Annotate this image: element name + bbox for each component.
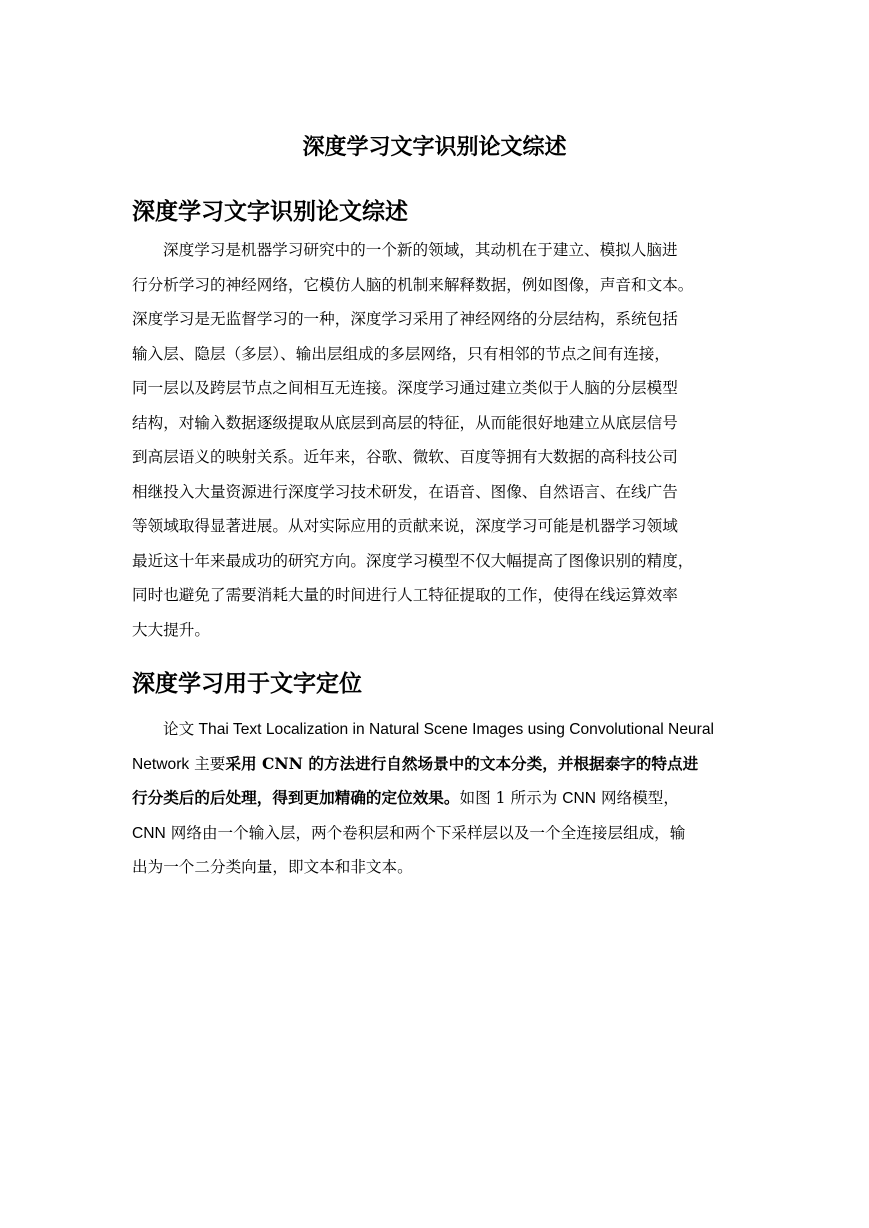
paragraph-line: 深度学习是无监督学习的一种，深度学习采用了神经网络的分层结构，系统包括 [132,310,678,328]
paragraph-line: 输入层、隐层（多层）、输出层组成的多层网络，只有相邻的节点之间有连接， [132,344,670,363]
paragraph-line: 深度学习是机器学习研究中的一个新的领域，其动机在于建立、模拟人脑进 [163,241,678,259]
overview-paragraph [132,233,742,647]
paragraph-line [132,747,742,782]
localization-paragraph [132,712,742,885]
paragraph-line: 同一层以及跨层节点之间相互无连接。深度学习通过建立类似于人脑的分层模型 [132,379,678,397]
paragraph-line: 等领域取得显著进展。从对实际应用的贡献来说，深度学习可能是机器学习领域 [132,517,678,535]
latin-text-run: CNN [562,790,597,807]
text-run: 如图 1 所示为 [459,789,563,807]
paragraph-line [132,712,742,747]
paragraph-line: 同时也避免了需要消耗大量的时间进行人工特征提取的工作，使得在线运算效率 [132,586,678,604]
text-run: 主要 [189,754,226,773]
paragraph-line: 结构，对输入数据逐级提取从底层到高层的特征，从而能很好地建立从底层信号 [132,413,678,432]
section-heading-text-localization: 深度学习用于文字定位 [132,670,362,697]
section-heading-overview: 深度学习文字识别论文综述 [132,198,408,225]
latin-text-run: CNN [132,824,166,842]
paper-title-text: Network [132,755,190,773]
text-run: 论文 [163,720,195,738]
text-run: 网络模型， [596,789,679,807]
paragraph-line: 相继投入大量资源进行深度学习技术研发，在语音、图像、自然语言、在线广告 [132,482,678,501]
bold-text-run: 采用 CNN 的方法进行自然场景中的文本分类，并根据泰字的特点进 [225,753,699,773]
bold-text-run: 行分类后的后处理，得到更加精确的定位效果。 [132,788,460,807]
text-run: 网络由一个输入层，两个卷积层和两个下采样层以及一个全连接层组成，输 [165,823,686,842]
paragraph-line: 最近这十年来最成功的研究方向。深度学习模型不仅大幅提高了图像识别的精度， [132,551,694,570]
paragraph-line [132,816,742,851]
paragraph-line: 大大提升。 [132,620,210,639]
paragraph-line: 行分析学习的神经网络，它模仿人脑的机制来解释数据，例如图像，声音和文本。 [132,275,694,294]
document-title: 深度学习文字识别论文综述 [302,134,567,160]
paper-title-text: Thai Text Localization in Natural Scene Images using Convolutional Neural [194,721,714,738]
paragraph-line: 到高层语义的映射关系。近年来，谷歌、微软、百度等拥有大数据的高科技公司 [132,448,678,466]
paragraph-line: 出为一个二分类向量，即文本和非文本。 [132,858,413,876]
paragraph-line [132,781,742,816]
